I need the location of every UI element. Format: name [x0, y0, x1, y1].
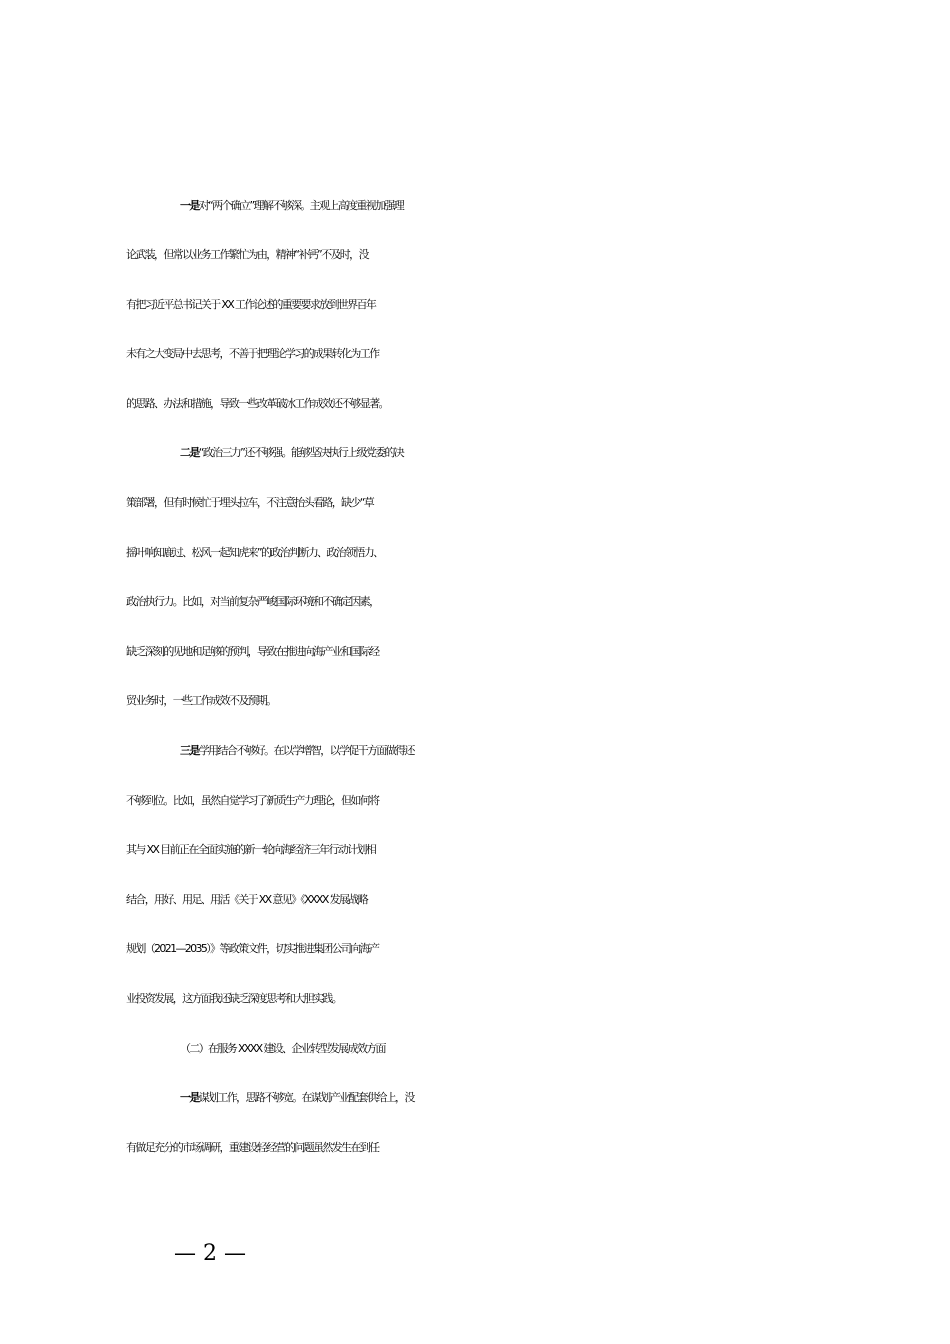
text-line: [126, 338, 950, 370]
text-line: [180, 735, 950, 767]
line-text: 贸业务时，一些工作成效不及预期。: [126, 694, 276, 707]
line-text: 业投资发展，这方面我还缺乏深度思考和大胆实践。: [126, 992, 342, 1005]
text-line: [180, 1082, 950, 1114]
line-text: 有把习近平总书记关于 XX 工作论述的重要要求放到世界百年: [126, 298, 376, 311]
text-line: [126, 487, 950, 519]
bold-lead: 一是: [180, 1091, 199, 1104]
text-line: [126, 636, 950, 668]
line-text: 对“两个确立”理解不够深。主观上高度重视加强理: [198, 199, 404, 212]
line-text: 有做足充分的市场调研，重建设轻经营的问题虽然发生在到任: [126, 1141, 379, 1154]
text-line: [126, 933, 950, 965]
bold-lead: 一是: [180, 199, 199, 212]
text-line: [126, 785, 950, 817]
line-text: 缺乏深刻的见地和足够的预判，导致在推进向海产业和国际经: [126, 645, 379, 658]
line-text: 策部署，但有时候忙于埋头拉车，不注意抬头看路，缺少“草: [126, 496, 374, 509]
page-number: — 2 —: [174, 1241, 246, 1266]
line-text: （二）在服务 XXXX 建设、企业转型发展成效方面: [180, 1042, 385, 1055]
line-text: “政治三力”还不够强。能够坚决执行上级党委的决: [198, 446, 404, 459]
line-text: 政治执行力。比如，对当前复杂严峻国际环境和不确定因素，: [126, 595, 379, 608]
line-text: 规划（2021—2035）》等政策文件，切实推进集团公司向海产: [126, 942, 379, 955]
bold-lead: 三是: [180, 744, 199, 757]
section-heading: [180, 1033, 950, 1065]
line-text: 结合，用好、用足、用活《关于 XX 意见》《XXXX 发展战略: [126, 893, 368, 906]
line-text: 的思路、办法和措施，导致一些改革破冰工作成效还不够显著。: [126, 397, 388, 410]
text-line: [126, 1132, 950, 1164]
line-text: 不够到位。比如，虽然自觉学习了新质生产力理论，但如何将: [126, 794, 379, 807]
text-line: [126, 239, 950, 271]
line-text: 其与 XX 目前正在全面实施的新一轮向海经济三年行动计划相: [126, 843, 376, 856]
text-line: [126, 289, 950, 321]
line-text: 论武装，但常以业务工作繁忙为由，精神“补钙”不及时，没: [126, 248, 368, 261]
line-text: 摇叶响知鹿过、松风一起知虎来”的政治判断力、政治领悟力、: [126, 546, 383, 559]
text-line: [126, 537, 950, 569]
text-line: [180, 437, 950, 469]
text-line: [126, 983, 950, 1015]
text-line: [126, 388, 950, 420]
text-line: [126, 586, 950, 618]
text-line: [180, 190, 950, 222]
bold-lead: 二是: [180, 446, 199, 459]
line-text: 学用结合不够好。在以学增智，以学促干方面做得还: [198, 744, 414, 757]
text-line: [126, 834, 950, 866]
text-line: [126, 685, 950, 717]
line-text: 未有之大变局中去思考，不善于把理论学习的成果转化为工作: [126, 347, 379, 360]
text-line: [126, 884, 950, 916]
line-text: 谋划工作，思路不够宽。在谋划产业配套供给上，没: [198, 1091, 414, 1104]
